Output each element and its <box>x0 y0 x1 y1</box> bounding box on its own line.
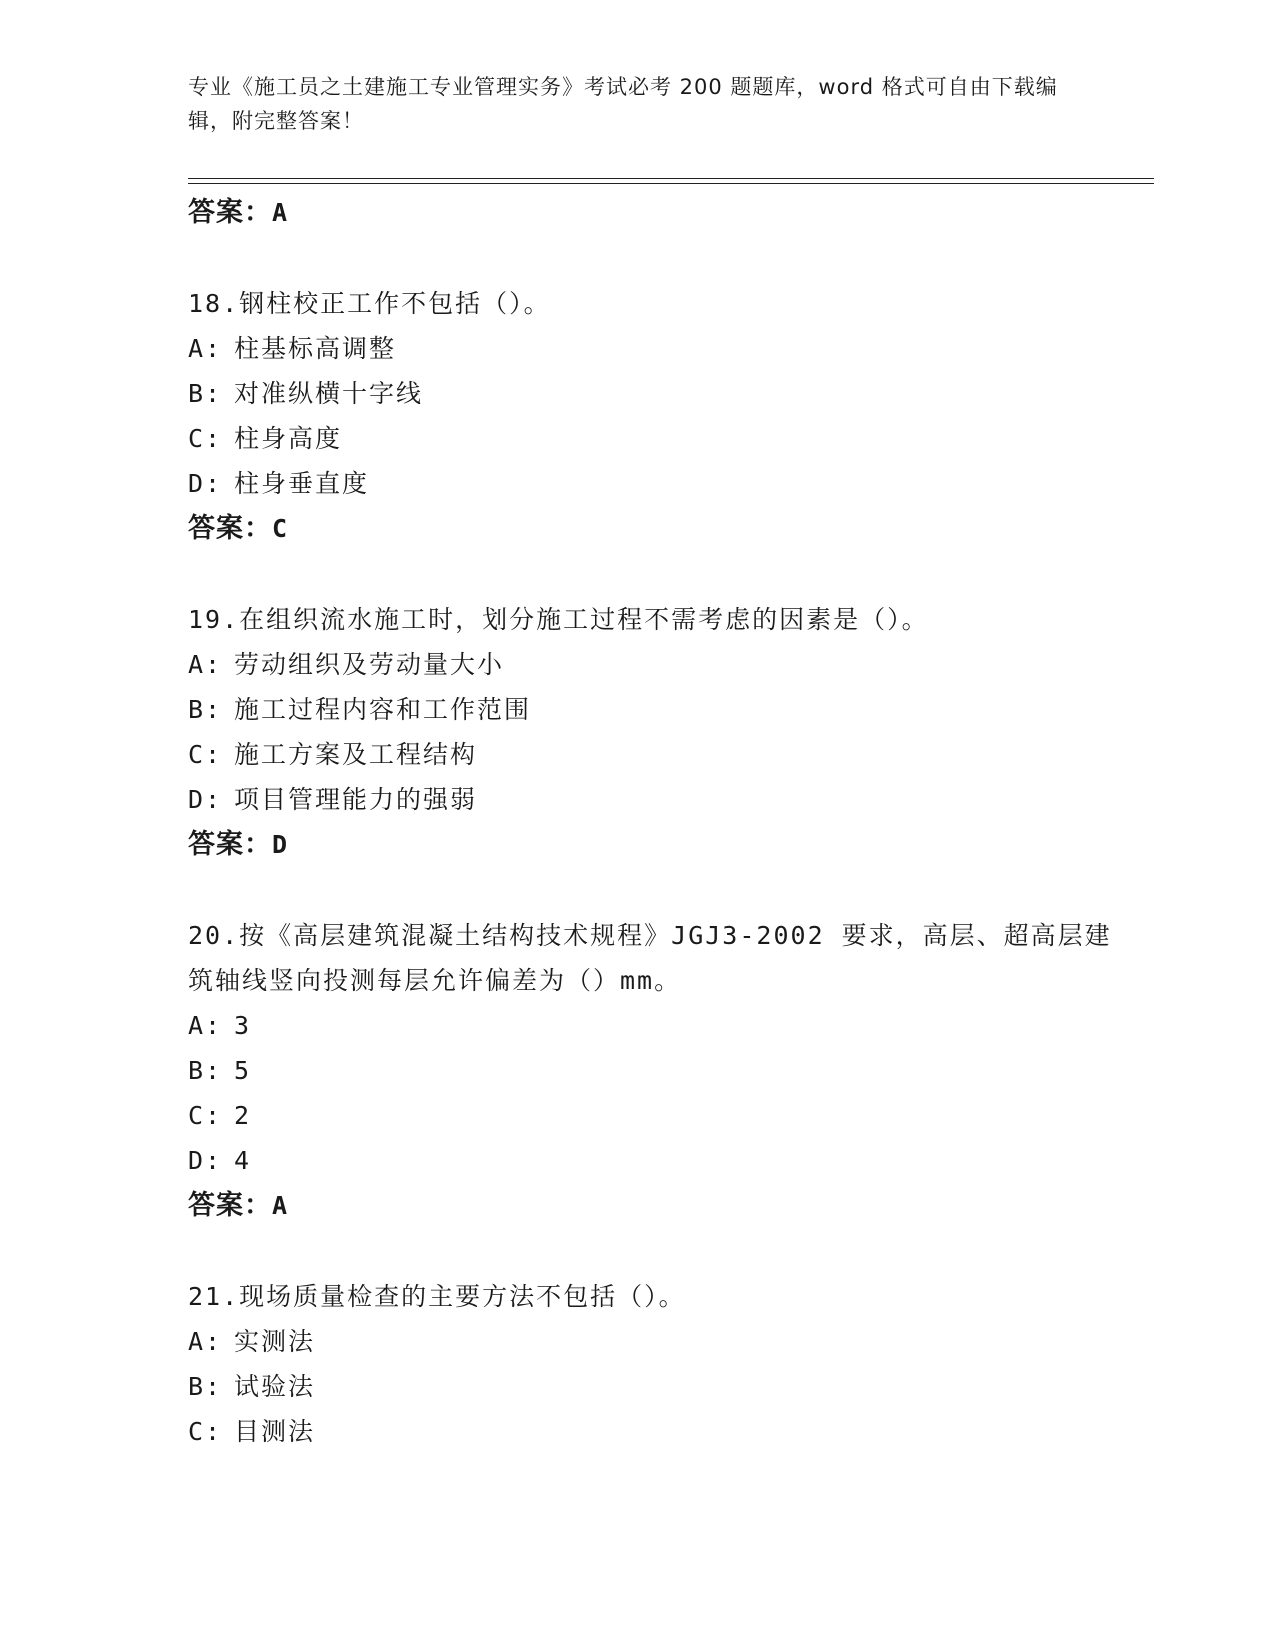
option-line <box>188 371 1128 416</box>
option-line <box>188 1048 1128 1093</box>
option-line <box>188 732 1128 777</box>
option-text: 施工方案及工程结构 <box>234 740 478 769</box>
option-letter: C: <box>188 1101 223 1130</box>
answer-line <box>188 1183 1128 1229</box>
answer-value: C <box>272 514 289 543</box>
option-text: 施工过程内容和工作范围 <box>234 695 532 724</box>
answer-line <box>188 190 1128 236</box>
header-rule-top <box>188 178 1154 179</box>
question-text: 21.现场质量检查的主要方法不包括（）。 <box>188 1282 686 1311</box>
answer-value: D <box>272 830 289 859</box>
option-text: 试验法 <box>234 1372 316 1401</box>
answer-label: 答案： <box>188 197 272 228</box>
document-header: 专业《施工员之土建施工专业管理实务》考试必考 200 题题库，word 格式可自由下载编辑，附完整答案！ <box>188 75 1058 133</box>
answer-line <box>188 822 1128 868</box>
option-letter: B: <box>188 379 223 408</box>
spacer <box>188 236 1128 281</box>
option-letter: B: <box>188 695 223 724</box>
option-text: 2 <box>234 1101 252 1130</box>
answer-label: 答案： <box>188 1190 272 1221</box>
option-line <box>188 461 1128 506</box>
option-line <box>188 1138 1128 1183</box>
option-text: 项目管理能力的强弱 <box>234 785 478 814</box>
option-letter: C: <box>188 1417 223 1446</box>
option-letter: A: <box>188 1327 223 1356</box>
option-line <box>188 326 1128 371</box>
option-line <box>188 642 1128 687</box>
option-line <box>188 416 1128 461</box>
question-text: 20.按《高层建筑混凝土结构技术规程》JGJ3-2002 要求，高层、超高层建筑轴线竖向投测每层允许偏差为（）mm。 <box>188 921 1112 995</box>
option-text: 柱身垂直度 <box>234 469 370 498</box>
option-text: 4 <box>234 1146 252 1175</box>
option-letter: A: <box>188 1011 223 1040</box>
option-letter: C: <box>188 424 223 453</box>
option-text: 实测法 <box>234 1327 316 1356</box>
option-text: 对准纵横十字线 <box>234 379 424 408</box>
option-line <box>188 1364 1128 1409</box>
question-text: 18.钢柱校正工作不包括（）。 <box>188 289 551 318</box>
option-text: 劳动组织及劳动量大小 <box>234 650 505 679</box>
answer-label: 答案： <box>188 829 272 860</box>
option-letter: D: <box>188 785 223 814</box>
answer-value: A <box>272 1191 289 1220</box>
spacer <box>188 552 1128 597</box>
option-letter: B: <box>188 1056 223 1085</box>
option-line <box>188 1409 1128 1454</box>
option-letter: D: <box>188 1146 223 1175</box>
option-letter: A: <box>188 650 223 679</box>
option-line <box>188 777 1128 822</box>
option-letter: C: <box>188 740 223 769</box>
answer-value: A <box>272 198 289 227</box>
option-text: 目测法 <box>234 1417 316 1446</box>
header-rule-bottom <box>188 183 1154 184</box>
spacer <box>188 1229 1128 1274</box>
question-text: 19.在组织流水施工时，划分施工过程不需考虑的因素是（）。 <box>188 605 929 634</box>
option-text: 柱基标高调整 <box>234 334 397 363</box>
option-text: 柱身高度 <box>234 424 343 453</box>
answer-label: 答案： <box>188 513 272 544</box>
option-letter: D: <box>188 469 223 498</box>
option-line <box>188 1003 1128 1048</box>
spacer <box>188 868 1128 913</box>
answer-line <box>188 506 1128 552</box>
option-letter: A: <box>188 334 223 363</box>
question-list <box>188 190 1128 1454</box>
option-text: 5 <box>234 1056 252 1085</box>
option-text: 3 <box>234 1011 252 1040</box>
option-line <box>188 1319 1128 1364</box>
option-line <box>188 1093 1128 1138</box>
option-letter: B: <box>188 1372 223 1401</box>
option-line <box>188 687 1128 732</box>
